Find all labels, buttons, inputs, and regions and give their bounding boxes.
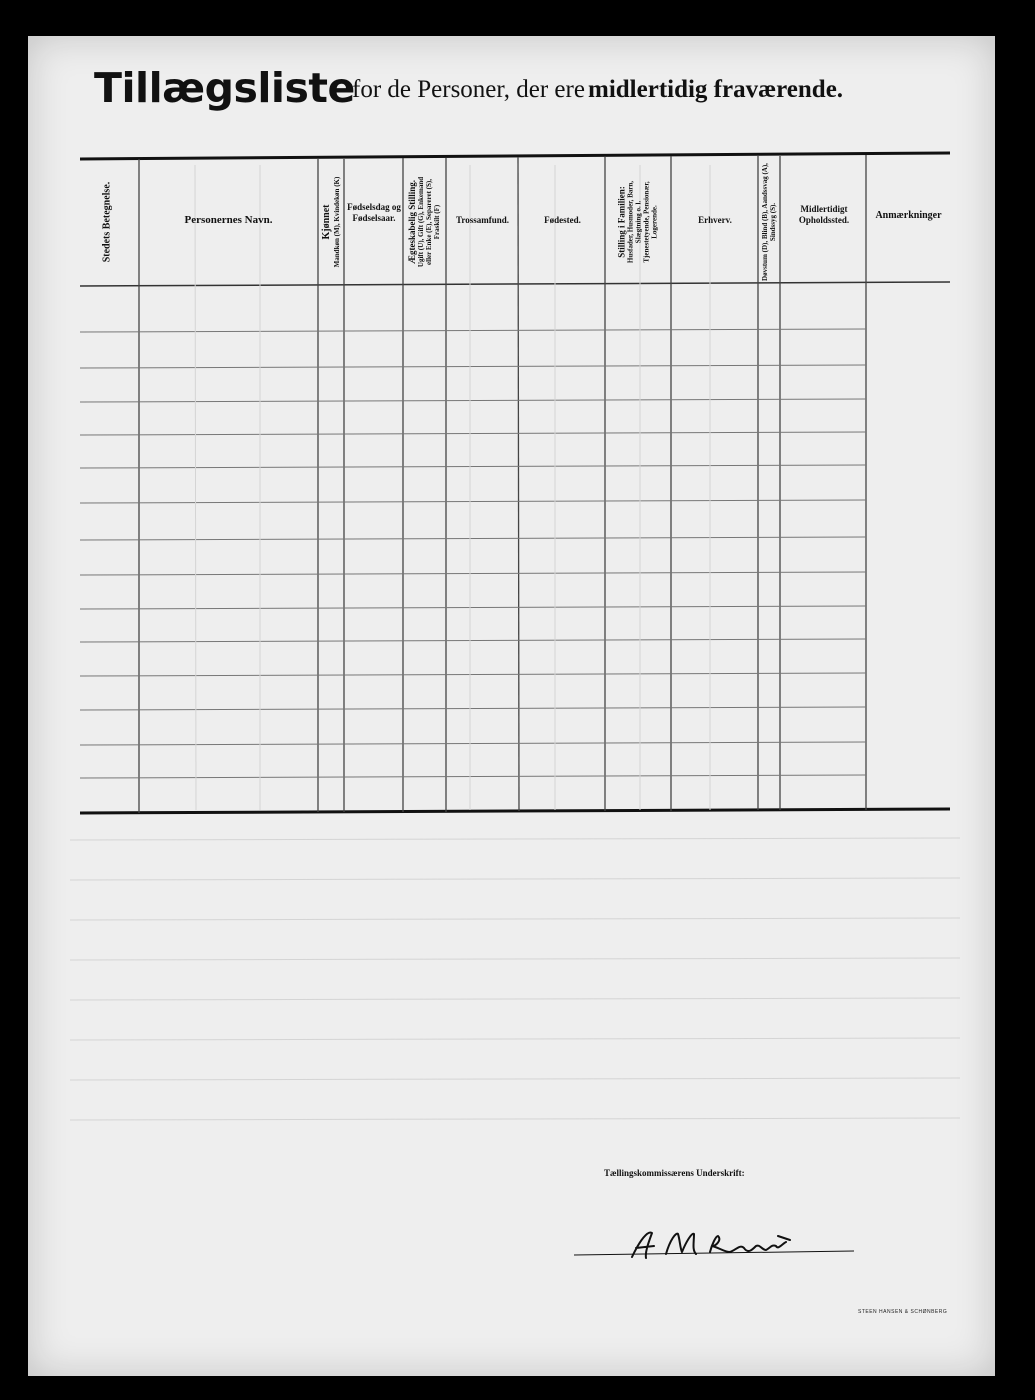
header-stedets-betegnelse: Stedets Betegnelse.: [101, 181, 113, 263]
header-stilling-sub2: Slægtning o. l.: [635, 200, 644, 244]
header-aegteskab-sub1: Ugift (U), Gift (G), Enkemand: [417, 176, 426, 268]
header-stilling: [617, 163, 660, 281]
header-kjonnet-sub: Mandkøn (M), Kvindekøn (K): [332, 176, 341, 268]
header-kjonnet: [321, 165, 341, 280]
header-stilling-sub3: Tjenestetyende, Pensionær,: [643, 181, 652, 263]
header-aegteskab-sub3: Fraskilt (F): [433, 204, 442, 240]
header-kjonnet-label: Kjønnet: [321, 204, 333, 240]
header-aegteskab-sub2: eller Enke (E), Separeret (S),: [425, 179, 434, 265]
header-fodselsdag: Fødselsdag og Fødselsaar.: [347, 202, 401, 223]
form-title: Tillægsliste: [94, 64, 355, 112]
header-stilling-sub4: Logerende.: [651, 205, 660, 239]
header-anmaerkninger: Anmærkninger: [875, 210, 942, 221]
header-dovstum: Døvstum (D), Blind (B), Aandssvag (A), Sindssyg (S).: [760, 163, 777, 281]
header-fodested: Fødested.: [544, 214, 581, 225]
printer-imprint: STEEN HANSEN & SCHØNBERG: [858, 1309, 948, 1315]
header-opholdssted: Midlertidigt Opholdssted.: [798, 204, 850, 225]
header-aegteskab-label: Ægteskabelig Stilling.: [406, 180, 417, 265]
header-trossamfund: Trossamfund.: [456, 214, 509, 225]
signature-label: Tællingskommissærens Underskrift:: [604, 1168, 745, 1178]
header-erhverv: Erhverv.: [698, 214, 732, 225]
form-subtitle-emphasis: midlertidig fraværende.: [588, 76, 844, 103]
header-aegteskab: [407, 162, 441, 282]
header-stilling-label: Stilling i Familien:: [616, 186, 627, 258]
header-personernes-navn: Personernes Navn.: [184, 214, 273, 227]
header-stilling-sub1: Husfader, Husmoder, Barn,: [627, 180, 636, 264]
form-subtitle: for de Personer, der ere: [352, 76, 585, 103]
